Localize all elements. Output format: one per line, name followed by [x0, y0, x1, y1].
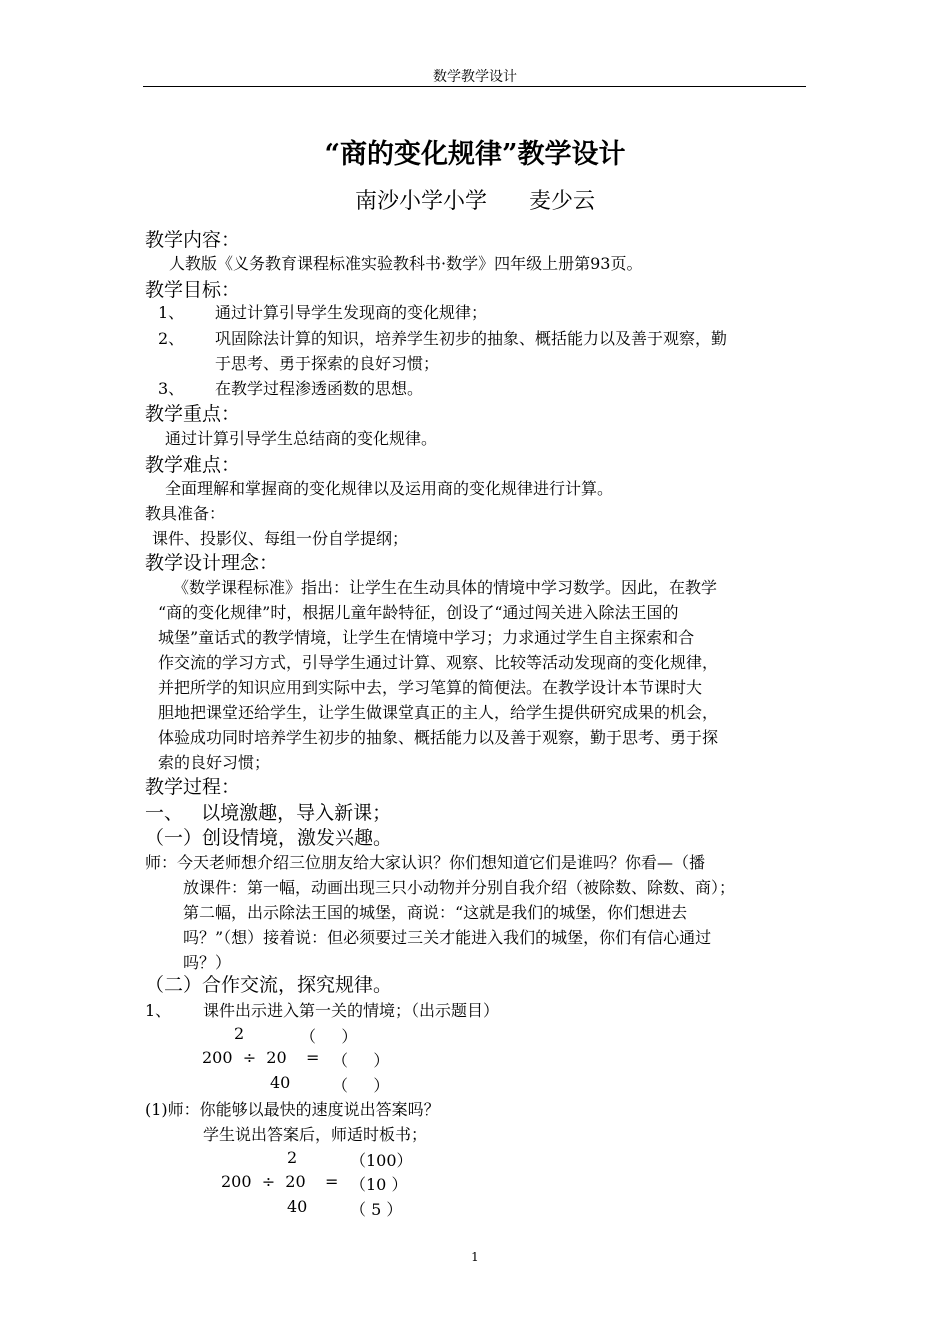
teacher-line-5: 吗？） — [183, 953, 232, 972]
materials-text: 课件、投影仪、每组一份自学提纲； — [152, 529, 409, 548]
header-rule — [143, 86, 806, 87]
eq1-divisor-top: 2 — [234, 1024, 245, 1043]
goal-1: 通过计算引导学生发现商的变化规律； — [215, 303, 488, 322]
page-number: 1 — [471, 1250, 479, 1264]
heading-design-concept: 教学设计理念： — [145, 552, 279, 574]
concept-line-6: 胆地把课堂还给学生，让学生做课堂真正的主人，给学生提供研究成果的机会， — [158, 703, 719, 722]
teacher-line-2: 放课件：第一幅，动画出现三只小动物并分别自我介绍（被除数、除数、商）； — [183, 878, 736, 897]
eq1-divisor-bottom: 40 — [270, 1073, 291, 1092]
heading-key-point: 教学重点： — [145, 403, 241, 425]
eq2-divisor-bottom: 40 — [287, 1197, 308, 1216]
document-title: “商的变化规律”教学设计 — [324, 139, 626, 170]
heading-materials: 教具准备： — [145, 504, 226, 523]
goal-1-number: 1、 — [158, 303, 185, 322]
eq2-expression: 200 ÷ 20 — [221, 1172, 306, 1191]
subsection-1a: （一）创设情境，激发兴趣。 — [145, 827, 393, 849]
concept-line-8: 索的良好习惯； — [158, 753, 271, 772]
eq1-equals: = — [306, 1048, 320, 1067]
eq1-expression: 200 ÷ 20 — [202, 1048, 287, 1067]
goal-3: 在教学过程渗透函数的思想。 — [215, 379, 424, 398]
heading-process: 教学过程： — [145, 776, 241, 798]
eq1-answer-3: （ ） — [332, 1076, 390, 1095]
question-1: (1)师：你能够以最快的速度说出答案吗？ — [145, 1100, 440, 1119]
item-1-number: 1、 — [145, 1001, 172, 1020]
eq2-divisor-top: 2 — [287, 1148, 298, 1167]
difficulty-text: 全面理解和掌握商的变化规律以及运用商的变化规律进行计算。 — [165, 479, 614, 498]
subsection-1b: （二）合作交流，探究规律。 — [145, 974, 393, 996]
goal-2-line-2: 于思考、勇于探索的良好习惯； — [215, 354, 440, 373]
concept-line-2: “商的变化规律”时，根据儿童年龄特征，创设了“通过闯关进入除法王国的 — [158, 603, 679, 622]
author-line: 南沙小学小学 麦少云 — [355, 189, 595, 214]
eq2-answer-2: （10 ） — [350, 1175, 408, 1194]
key-point-text: 通过计算引导学生总结商的变化规律。 — [165, 429, 438, 448]
goal-2-line-1: 巩固除法计算的知识，培养学生初步的抽象、概括能力以及善于观察，勤 — [215, 329, 728, 348]
teacher-line-1: 师：今天老师想介绍三位朋友给大家认识？你们想知道它们是谁吗？你看—（播 — [145, 853, 706, 872]
teacher-line-3: 第二幅，出示除法王国的城堡，商说：“这就是我们的城堡，你们想进去 — [183, 903, 688, 922]
goal-3-number: 3、 — [158, 379, 185, 398]
question-1-note: 学生说出答案后，师适时板书； — [203, 1125, 428, 1144]
concept-line-4: 作交流的学习方式，引导学生通过计算、观察、比较等活动发现商的变化规律， — [158, 653, 719, 672]
section-1: 一、 以境激趣，导入新课； — [145, 802, 392, 824]
eq2-answer-1: （100） — [350, 1151, 413, 1170]
eq1-answer-2: （ ） — [332, 1051, 390, 1070]
concept-line-3: 城堡”童话式的教学情境，让学生在情境中学习；力求通过学生自主探索和合 — [158, 628, 695, 647]
eq1-answer-1: （ ） — [300, 1027, 358, 1046]
item-1-text: 课件出示进入第一关的情境；（出示题目） — [203, 1001, 500, 1020]
teacher-line-4: 吗？”（想）接着说：但必须要过三关才能进入我们的城堡，你们有信心通过 — [183, 928, 712, 947]
heading-content: 教学内容： — [145, 229, 241, 251]
eq2-equals: = — [325, 1172, 339, 1191]
concept-line-5: 并把所学的知识应用到实际中去，学习笔算的简便法。在教学设计本节课时大 — [158, 678, 703, 697]
eq2-answer-3: （ 5 ） — [350, 1200, 403, 1219]
paragraph-content: 人教版《义务教育课程标准实验教科书·数学》四年级上册第93页。 — [169, 254, 643, 273]
heading-difficulty: 教学难点： — [145, 454, 241, 476]
heading-goals: 教学目标： — [145, 279, 241, 301]
concept-line-7: 体验成功同时培养学生初步的抽象、概括能力以及善于观察，勤于思考、勇于探 — [158, 728, 719, 747]
page-header: 数学教学设计 — [433, 69, 517, 85]
concept-line-1: 《数学课程标准》指出：让学生在生动具体的情境中学习数学。因此，在教学 — [173, 578, 718, 597]
goal-2-number: 2、 — [158, 329, 185, 348]
